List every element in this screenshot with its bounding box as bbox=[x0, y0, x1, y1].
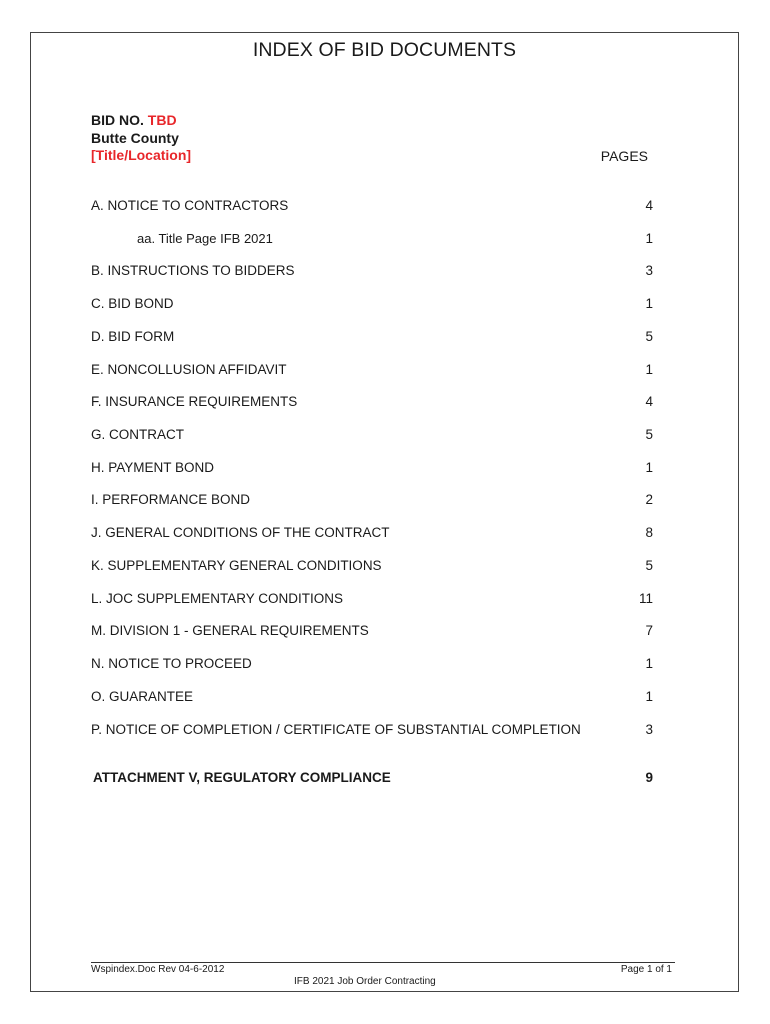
bid-number bbox=[91, 112, 177, 128]
index-entry bbox=[91, 656, 653, 674]
pages-column-header: PAGES bbox=[600, 148, 648, 164]
footer-page-number: Page 1 of 1 bbox=[620, 964, 672, 975]
document-title: INDEX OF BID DOCUMENTS bbox=[252, 39, 517, 61]
bid-number-value: TBD bbox=[147, 112, 177, 128]
entry-label: aa. Title Page IFB 2021 bbox=[137, 231, 273, 246]
entry-pages: 4 bbox=[645, 394, 653, 409]
entry-pages: 11 bbox=[638, 591, 653, 606]
entry-label: B. INSTRUCTIONS TO BIDDERS bbox=[91, 263, 295, 278]
entry-label: O. GUARANTEE bbox=[91, 689, 194, 704]
entry-label: L. JOC SUPPLEMENTARY CONDITIONS bbox=[91, 591, 344, 606]
index-entry bbox=[91, 394, 653, 412]
entry-label: I. PERFORMANCE BOND bbox=[91, 492, 251, 507]
entry-label: F. INSURANCE REQUIREMENTS bbox=[91, 394, 298, 409]
entry-label: N. NOTICE TO PROCEED bbox=[91, 656, 252, 671]
entry-label: G. CONTRACT bbox=[91, 427, 184, 442]
entry-pages: 1 bbox=[645, 296, 653, 311]
entry-pages: 3 bbox=[645, 263, 653, 278]
entry-label: K. SUPPLEMENTARY GENERAL CONDITIONS bbox=[91, 558, 382, 573]
index-entry bbox=[91, 623, 653, 641]
entry-pages: 5 bbox=[645, 427, 653, 442]
entry-label: A. NOTICE TO CONTRACTORS bbox=[91, 198, 289, 213]
index-subentry bbox=[91, 231, 653, 249]
index-entry bbox=[91, 525, 653, 543]
entry-pages: 5 bbox=[645, 329, 653, 344]
index-entry bbox=[91, 492, 653, 510]
attachment-entry bbox=[91, 770, 653, 788]
index-entry bbox=[91, 263, 653, 281]
index-entry bbox=[91, 362, 653, 380]
attachment-pages: 9 bbox=[645, 770, 653, 785]
entry-label: P. NOTICE OF COMPLETION / CERTIFICATE OF SUBSTANTIAL COMPLETION bbox=[91, 722, 581, 737]
entry-pages: 4 bbox=[645, 198, 653, 213]
entry-label: E. NONCOLLUSION AFFIDAVIT bbox=[91, 362, 287, 377]
index-entry bbox=[91, 329, 653, 347]
entry-pages: 3 bbox=[645, 722, 653, 737]
footer-doc-revision: Wspindex.Doc Rev 04-6-2012 bbox=[91, 964, 225, 975]
entry-label: H. PAYMENT BOND bbox=[91, 460, 215, 475]
index-entry bbox=[91, 689, 653, 707]
entry-label: J. GENERAL CONDITIONS OF THE CONTRACT bbox=[91, 525, 390, 540]
entry-pages: 1 bbox=[645, 460, 653, 475]
entry-label: M. DIVISION 1 - GENERAL REQUIREMENTS bbox=[91, 623, 369, 638]
index-entry bbox=[91, 427, 653, 445]
entry-pages: 2 bbox=[645, 492, 653, 507]
index-entry bbox=[91, 296, 653, 314]
entry-pages: 1 bbox=[645, 689, 653, 704]
index-entry bbox=[91, 460, 653, 478]
county-name: Butte County bbox=[91, 130, 179, 146]
entry-label: D. BID FORM bbox=[91, 329, 175, 344]
entry-pages: 8 bbox=[645, 525, 653, 540]
document-page bbox=[30, 32, 739, 992]
index-entry bbox=[91, 591, 653, 609]
entry-pages: 1 bbox=[645, 231, 653, 246]
title-location-placeholder: [Title/Location] bbox=[91, 147, 192, 163]
footer-divider bbox=[91, 962, 675, 963]
bid-number-label: BID NO. bbox=[91, 112, 144, 128]
entry-pages: 7 bbox=[645, 623, 653, 638]
index-entry bbox=[91, 198, 653, 216]
index-entry bbox=[91, 558, 653, 576]
entry-pages: 1 bbox=[645, 656, 653, 671]
entry-pages: 5 bbox=[645, 558, 653, 573]
index-entry bbox=[91, 722, 653, 740]
attachment-label: ATTACHMENT V, REGULATORY COMPLIANCE bbox=[93, 770, 391, 785]
footer-project-name: IFB 2021 Job Order Contracting bbox=[294, 976, 436, 987]
entry-pages: 1 bbox=[645, 362, 653, 377]
entry-label: C. BID BOND bbox=[91, 296, 174, 311]
